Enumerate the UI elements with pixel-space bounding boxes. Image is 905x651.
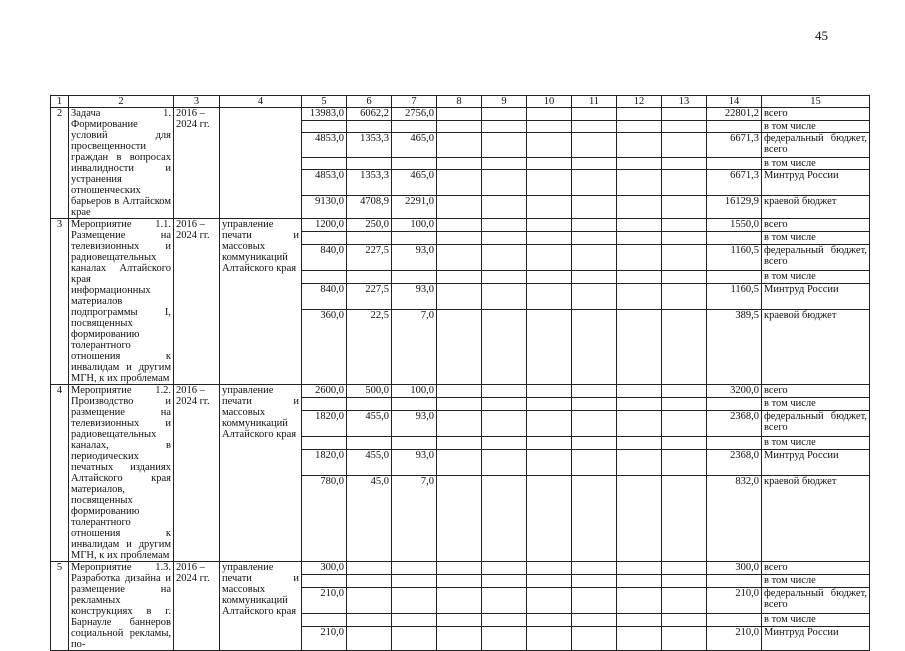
- value-col9: [482, 157, 527, 170]
- value-col5: [302, 436, 347, 449]
- value-col10: [527, 575, 572, 588]
- value-col11: [572, 108, 617, 121]
- value-col11: [572, 120, 617, 133]
- value-col8: [437, 219, 482, 232]
- value-col12: [617, 120, 662, 133]
- funding-source: федеральный бюджет, всего: [762, 411, 870, 436]
- value-col10: [527, 108, 572, 121]
- funding-source: в том числе: [762, 398, 870, 411]
- row-number: 3: [51, 219, 69, 385]
- funding-source: в том числе: [762, 270, 870, 283]
- value-col5: 360,0: [302, 310, 347, 385]
- value-col8: [437, 270, 482, 283]
- value-col14: 1160,5: [707, 245, 762, 270]
- value-col13: [662, 398, 707, 411]
- value-col9: [482, 385, 527, 398]
- value-col12: [617, 613, 662, 626]
- value-col8: [437, 575, 482, 588]
- value-col14: [707, 232, 762, 245]
- value-col14: [707, 436, 762, 449]
- header-cell: 6: [347, 96, 392, 108]
- value-col13: [662, 436, 707, 449]
- value-col11: [572, 613, 617, 626]
- value-col7: 2291,0: [392, 195, 437, 218]
- value-col14: 210,0: [707, 588, 762, 613]
- value-col13: [662, 120, 707, 133]
- value-col6: [347, 232, 392, 245]
- activity-name: Мероприятие 1.1. Размещение на телевизионных и радиовещательных каналах Алтайского края информационных материалов подпрограммы I, посвященных формированию толерантного отношения к инвалидам и другим МГН, к их проблемам: [69, 219, 174, 385]
- value-col12: [617, 436, 662, 449]
- value-col13: [662, 626, 707, 650]
- value-col6: [347, 626, 392, 650]
- period-cell: 2016 – 2024 гг.: [174, 219, 220, 385]
- value-col6: 500,0: [347, 385, 392, 398]
- period-cell: 2016 – 2024 гг.: [174, 108, 220, 219]
- page-number: 45: [815, 28, 828, 43]
- table-row: [51, 562, 870, 575]
- value-col8: [437, 436, 482, 449]
- value-col14: [707, 575, 762, 588]
- value-col6: [347, 588, 392, 613]
- value-col7: [392, 120, 437, 133]
- value-col11: [572, 398, 617, 411]
- value-col12: [617, 219, 662, 232]
- value-col5: [302, 398, 347, 411]
- value-col12: [617, 232, 662, 245]
- funding-source: краевой бюджет: [762, 310, 870, 385]
- value-col7: 93,0: [392, 449, 437, 475]
- value-col5: 840,0: [302, 283, 347, 309]
- value-col10: [527, 232, 572, 245]
- value-col8: [437, 588, 482, 613]
- value-col11: [572, 270, 617, 283]
- value-col8: [437, 157, 482, 170]
- value-col10: [527, 310, 572, 385]
- value-col7: [392, 436, 437, 449]
- funding-source: федеральный бюджет, всего: [762, 133, 870, 157]
- value-col13: [662, 588, 707, 613]
- value-col9: [482, 411, 527, 436]
- header-cell: 3: [174, 96, 220, 108]
- value-col7: [392, 270, 437, 283]
- value-col11: [572, 157, 617, 170]
- header-cell: 4: [220, 96, 302, 108]
- funding-source: краевой бюджет: [762, 195, 870, 218]
- value-col14: 210,0: [707, 626, 762, 650]
- funding-source: Минтруд России: [762, 626, 870, 650]
- value-col6: [347, 613, 392, 626]
- value-col14: 300,0: [707, 562, 762, 575]
- value-col14: 3200,0: [707, 385, 762, 398]
- funding-source: всего: [762, 562, 870, 575]
- value-col14: [707, 157, 762, 170]
- value-col9: [482, 195, 527, 218]
- value-col13: [662, 283, 707, 309]
- executor-cell: [220, 108, 302, 219]
- value-col11: [572, 195, 617, 218]
- value-col7: 465,0: [392, 170, 437, 195]
- value-col11: [572, 219, 617, 232]
- value-col14: [707, 613, 762, 626]
- value-col11: [572, 626, 617, 650]
- value-col13: [662, 562, 707, 575]
- value-col5: 210,0: [302, 626, 347, 650]
- value-col12: [617, 411, 662, 436]
- activity-name: Мероприятие 1.3. Разработка дизайна и размещение на рекламных конструкциях в г. Барнауле баннеров социальной рекламы, по-: [69, 562, 174, 651]
- value-col12: [617, 398, 662, 411]
- value-col7: [392, 398, 437, 411]
- value-col13: [662, 245, 707, 270]
- funding-source: в том числе: [762, 575, 870, 588]
- table-row: [51, 385, 870, 398]
- value-col12: [617, 108, 662, 121]
- value-col6: 45,0: [347, 476, 392, 562]
- value-col10: [527, 283, 572, 309]
- value-col8: [437, 108, 482, 121]
- value-col14: [707, 398, 762, 411]
- value-col5: 13983,0: [302, 108, 347, 121]
- header-cell: 10: [527, 96, 572, 108]
- value-col7: 93,0: [392, 411, 437, 436]
- value-col7: 93,0: [392, 245, 437, 270]
- value-col12: [617, 626, 662, 650]
- value-col13: [662, 310, 707, 385]
- funding-source: федеральный бюджет, всего: [762, 588, 870, 613]
- value-col11: [572, 476, 617, 562]
- value-col12: [617, 245, 662, 270]
- value-col6: 1353,3: [347, 170, 392, 195]
- value-col12: [617, 157, 662, 170]
- value-col14: 389,5: [707, 310, 762, 385]
- value-col9: [482, 626, 527, 650]
- value-col6: [347, 270, 392, 283]
- value-col11: [572, 133, 617, 157]
- header-cell: 1: [51, 96, 69, 108]
- value-col9: [482, 310, 527, 385]
- value-col8: [437, 385, 482, 398]
- value-col13: [662, 232, 707, 245]
- value-col9: [482, 476, 527, 562]
- value-col8: [437, 449, 482, 475]
- value-col7: 100,0: [392, 219, 437, 232]
- value-col6: 22,5: [347, 310, 392, 385]
- header-cell: 9: [482, 96, 527, 108]
- value-col5: 1820,0: [302, 411, 347, 436]
- row-number: 2: [51, 108, 69, 219]
- value-col11: [572, 283, 617, 309]
- value-col14: 2368,0: [707, 411, 762, 436]
- value-col9: [482, 270, 527, 283]
- value-col5: [302, 613, 347, 626]
- value-col11: [572, 436, 617, 449]
- value-col9: [482, 613, 527, 626]
- value-col6: [347, 436, 392, 449]
- value-col8: [437, 476, 482, 562]
- value-col12: [617, 449, 662, 475]
- value-col5: 1200,0: [302, 219, 347, 232]
- value-col6: 6062,2: [347, 108, 392, 121]
- value-col12: [617, 195, 662, 218]
- value-col12: [617, 385, 662, 398]
- executor-cell: управление печати и массовых коммуникаций Алтайского края: [220, 385, 302, 562]
- value-col11: [572, 449, 617, 475]
- value-col8: [437, 120, 482, 133]
- value-col7: 2756,0: [392, 108, 437, 121]
- value-col6: [347, 120, 392, 133]
- value-col6: [347, 575, 392, 588]
- value-col9: [482, 398, 527, 411]
- value-col10: [527, 157, 572, 170]
- funding-source: Минтруд России: [762, 449, 870, 475]
- value-col6: [347, 562, 392, 575]
- executor-cell: управление печати и массовых коммуникаций Алтайского края: [220, 562, 302, 651]
- value-col9: [482, 108, 527, 121]
- header-cell: 11: [572, 96, 617, 108]
- value-col12: [617, 310, 662, 385]
- value-col9: [482, 562, 527, 575]
- value-col5: 4853,0: [302, 133, 347, 157]
- value-col7: [392, 232, 437, 245]
- program-table: [50, 95, 870, 651]
- funding-source: краевой бюджет: [762, 476, 870, 562]
- value-col12: [617, 283, 662, 309]
- value-col5: 9130,0: [302, 195, 347, 218]
- value-col8: [437, 626, 482, 650]
- value-col13: [662, 575, 707, 588]
- value-col14: 22801,2: [707, 108, 762, 121]
- header-cell: 8: [437, 96, 482, 108]
- header-cell: 5: [302, 96, 347, 108]
- value-col9: [482, 245, 527, 270]
- header-cell: 7: [392, 96, 437, 108]
- value-col7: 93,0: [392, 283, 437, 309]
- value-col13: [662, 133, 707, 157]
- value-col5: 300,0: [302, 562, 347, 575]
- period-cell: 2016 – 2024 гг.: [174, 562, 220, 651]
- value-col9: [482, 283, 527, 309]
- value-col14: 832,0: [707, 476, 762, 562]
- value-col10: [527, 613, 572, 626]
- value-col9: [482, 219, 527, 232]
- value-col9: [482, 449, 527, 475]
- value-col8: [437, 283, 482, 309]
- row-number: 4: [51, 385, 69, 562]
- row-number: 5: [51, 562, 69, 651]
- value-col7: 465,0: [392, 133, 437, 157]
- value-col5: 1820,0: [302, 449, 347, 475]
- value-col13: [662, 411, 707, 436]
- value-col7: 100,0: [392, 385, 437, 398]
- funding-source: в том числе: [762, 232, 870, 245]
- value-col13: [662, 270, 707, 283]
- value-col11: [572, 411, 617, 436]
- activity-name: Задача 1. Формирование условий для просвещенности граждан в вопросах инвалидности и устранения отношенческих барьеров в Алтайском крае: [69, 108, 174, 219]
- value-col7: [392, 157, 437, 170]
- value-col8: [437, 310, 482, 385]
- funding-source: всего: [762, 108, 870, 121]
- value-col5: 840,0: [302, 245, 347, 270]
- value-col9: [482, 133, 527, 157]
- value-col8: [437, 195, 482, 218]
- value-col9: [482, 588, 527, 613]
- value-col10: [527, 120, 572, 133]
- value-col12: [617, 575, 662, 588]
- value-col11: [572, 310, 617, 385]
- value-col10: [527, 436, 572, 449]
- value-col8: [437, 398, 482, 411]
- value-col5: 210,0: [302, 588, 347, 613]
- value-col6: 250,0: [347, 219, 392, 232]
- value-col11: [572, 245, 617, 270]
- value-col8: [437, 170, 482, 195]
- value-col5: [302, 270, 347, 283]
- value-col5: 4853,0: [302, 170, 347, 195]
- funding-source: в том числе: [762, 157, 870, 170]
- value-col9: [482, 170, 527, 195]
- value-col6: 227,5: [347, 245, 392, 270]
- value-col6: 1353,3: [347, 133, 392, 157]
- value-col11: [572, 385, 617, 398]
- value-col6: 455,0: [347, 449, 392, 475]
- value-col10: [527, 133, 572, 157]
- value-col13: [662, 219, 707, 232]
- header-cell: 13: [662, 96, 707, 108]
- value-col5: [302, 157, 347, 170]
- value-col6: [347, 157, 392, 170]
- value-col5: [302, 232, 347, 245]
- value-col7: [392, 626, 437, 650]
- value-col10: [527, 626, 572, 650]
- value-col14: 1550,0: [707, 219, 762, 232]
- value-col14: 6671,3: [707, 133, 762, 157]
- value-col7: 7,0: [392, 476, 437, 562]
- value-col10: [527, 476, 572, 562]
- value-col10: [527, 270, 572, 283]
- value-col9: [482, 436, 527, 449]
- funding-source: в том числе: [762, 436, 870, 449]
- value-col10: [527, 398, 572, 411]
- value-col6: 227,5: [347, 283, 392, 309]
- value-col7: [392, 575, 437, 588]
- value-col13: [662, 385, 707, 398]
- value-col11: [572, 588, 617, 613]
- value-col9: [482, 232, 527, 245]
- activity-name: Мероприятие 1.2. Производство и размещение на телевизионных и радиовещательных каналах, в периодических печатных изданиях Алтайского края материалов, посвященных формированию толерантного отношения к инвалидам и другим МГН, к их проблемам: [69, 385, 174, 562]
- value-col11: [572, 170, 617, 195]
- funding-source: Минтруд России: [762, 170, 870, 195]
- value-col10: [527, 385, 572, 398]
- value-col13: [662, 476, 707, 562]
- value-col5: [302, 120, 347, 133]
- value-col12: [617, 133, 662, 157]
- value-col5: 780,0: [302, 476, 347, 562]
- value-col12: [617, 170, 662, 195]
- value-col11: [572, 232, 617, 245]
- value-col10: [527, 245, 572, 270]
- table-row: [51, 108, 870, 121]
- value-col10: [527, 588, 572, 613]
- value-col11: [572, 562, 617, 575]
- table-row: [51, 219, 870, 232]
- value-col7: [392, 613, 437, 626]
- value-col12: [617, 270, 662, 283]
- value-col8: [437, 232, 482, 245]
- value-col14: [707, 270, 762, 283]
- value-col14: 6671,3: [707, 170, 762, 195]
- value-col10: [527, 449, 572, 475]
- value-col12: [617, 588, 662, 613]
- header-cell: 12: [617, 96, 662, 108]
- header-cell: 2: [69, 96, 174, 108]
- value-col10: [527, 219, 572, 232]
- value-col8: [437, 245, 482, 270]
- funding-source: федеральный бюджет, всего: [762, 245, 870, 270]
- funding-source: в том числе: [762, 613, 870, 626]
- value-col6: 455,0: [347, 411, 392, 436]
- value-col13: [662, 613, 707, 626]
- value-col12: [617, 476, 662, 562]
- value-col13: [662, 108, 707, 121]
- period-cell: 2016 – 2024 гг.: [174, 385, 220, 562]
- value-col14: [707, 120, 762, 133]
- value-col13: [662, 170, 707, 195]
- value-col8: [437, 613, 482, 626]
- executor-cell: управление печати и массовых коммуникаций Алтайского края: [220, 219, 302, 385]
- value-col6: 4708,9: [347, 195, 392, 218]
- value-col6: [347, 398, 392, 411]
- value-col13: [662, 449, 707, 475]
- value-col7: 7,0: [392, 310, 437, 385]
- header-cell: 14: [707, 96, 762, 108]
- value-col13: [662, 157, 707, 170]
- value-col13: [662, 195, 707, 218]
- funding-source: всего: [762, 219, 870, 232]
- value-col14: 2368,0: [707, 449, 762, 475]
- value-col7: [392, 588, 437, 613]
- funding-source: всего: [762, 385, 870, 398]
- value-col11: [572, 575, 617, 588]
- value-col8: [437, 411, 482, 436]
- value-col9: [482, 575, 527, 588]
- value-col5: 2600,0: [302, 385, 347, 398]
- value-col10: [527, 195, 572, 218]
- header-cell: 15: [762, 96, 870, 108]
- value-col8: [437, 133, 482, 157]
- value-col14: 16129,9: [707, 195, 762, 218]
- value-col5: [302, 575, 347, 588]
- value-col10: [527, 411, 572, 436]
- value-col7: [392, 562, 437, 575]
- funding-source: Минтруд России: [762, 283, 870, 309]
- value-col9: [482, 120, 527, 133]
- header-row: [51, 96, 870, 108]
- value-col10: [527, 562, 572, 575]
- funding-source: в том числе: [762, 120, 870, 133]
- value-col12: [617, 562, 662, 575]
- value-col8: [437, 562, 482, 575]
- value-col10: [527, 170, 572, 195]
- value-col14: 1160,5: [707, 283, 762, 309]
